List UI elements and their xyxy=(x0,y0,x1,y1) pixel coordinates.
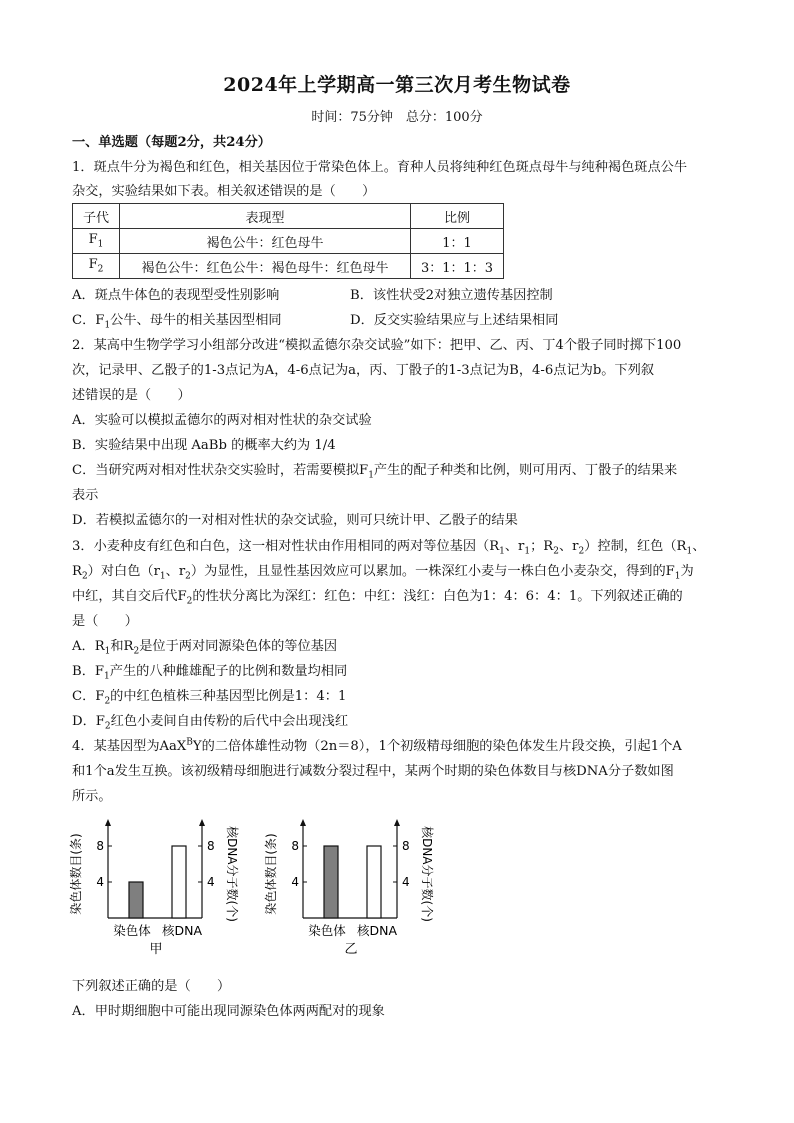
q2-option-b: B．实验结果中出现 AaBb 的概率大约为 1/4 xyxy=(72,438,336,453)
q3-option-c: C．$F_2$的中红色植株三种基因型比例是1：4：1 xyxy=(72,689,347,707)
y-tick-label-right: 4 xyxy=(402,875,410,889)
x-tick-label: 染色体 xyxy=(113,923,151,938)
q4-stem-line3: 所示。 xyxy=(72,789,112,804)
q2-option-c-cont: 表示 xyxy=(72,488,99,503)
exam-title: 2024年上学期高一第三次月考生物试卷 xyxy=(223,74,571,96)
bar-dna xyxy=(172,846,186,918)
q1-stem-line1: 1．斑点牛分为褐色和红色，相关基因位于常染色体上。育种人员将纯种红色斑点母牛与纯种褐色斑点公牛 xyxy=(72,160,688,175)
q1-option-c: C．$F_1$公牛、母牛的相关基因型相同 xyxy=(72,313,282,331)
x-tick-label: 染色体 xyxy=(308,923,346,938)
q3-stem-line1: 3．小麦种皮有红色和白色，这一相对性状由作用相同的两对等位基因（$R_1$、$r_1$；$R_2$、$r_2$）控制，红色（$R_1$、 xyxy=(72,539,706,557)
q2-option-d: D．若模拟孟德尔的一对相对性状的杂交试验，则可只统计甲、乙骰子的结果 xyxy=(72,513,518,528)
q2-stem-line2: 次，记录甲、乙骰子的1-3点记为A，4-6点记为a，丙、丁骰子的1-3点记为B，4-6点记为b。下列叙 xyxy=(72,363,655,378)
table-cell: 褐色公牛：红色母牛 xyxy=(120,229,411,254)
y-axis-label-left: 染色体数目(条) xyxy=(69,833,83,915)
table-cell: 褐色公牛：红色公牛：褐色母牛：红色母牛 xyxy=(120,254,411,279)
q1-table xyxy=(72,203,504,279)
table-cell: 1：1 xyxy=(411,229,504,254)
table-cell: $F_1$ xyxy=(73,229,120,254)
y-axis-label-right: 核DNA分子数(个) xyxy=(225,826,239,922)
q1-option-d: D．反交实验结果应与上述结果相同 xyxy=(350,313,559,328)
exam-meta: 时间：75分钟 总分：100分 xyxy=(311,110,483,125)
y-tick-label-right: 8 xyxy=(207,839,215,853)
chart-title: 甲 xyxy=(149,942,163,957)
axis-arrow xyxy=(199,819,205,826)
q4-stem-line2: 和1个a发生互换。该初级精母细胞进行减数分裂过程中，某两个时期的染色体数目与核DNA分子数如图 xyxy=(72,764,674,779)
q2-option-a: A．实验可以模拟孟德尔的两对相对性状的杂交试验 xyxy=(72,413,372,428)
bar-chromosome xyxy=(324,846,338,918)
q1-option-a: A．斑点牛体色的表现型受性别影响 xyxy=(72,288,280,303)
table-cell: $F_2$ xyxy=(73,254,120,279)
chart-title: 乙 xyxy=(344,942,358,957)
bar-chromosome xyxy=(129,882,143,918)
y-tick-label-left: 8 xyxy=(96,839,104,853)
q3-stem-line2: $R_2$）对白色（$r_1$、$r_2$）为显性，且显性基因效应可以累加。一株深红小麦与一株白色小麦杂交，得到的$F_1$为 xyxy=(72,564,694,582)
x-tick-label: 核DNA xyxy=(356,923,398,938)
bar-dna xyxy=(367,846,381,918)
q4-prompt: 下列叙述正确的是（ ） xyxy=(72,979,231,994)
q1-option-b: B．该性状受2对独立遗传基因控制 xyxy=(350,288,553,303)
q3-stem-line4: 是（ ） xyxy=(72,614,138,629)
y-tick-label-left: 4 xyxy=(96,875,104,889)
q2-stem-line3: 述错误的是（ ） xyxy=(72,388,191,403)
table-header-cell: 表现型 xyxy=(120,204,411,229)
axis-arrow xyxy=(394,819,400,826)
section-heading: 一、单选题（每题2分，共24分） xyxy=(72,135,271,150)
axis-arrow xyxy=(105,819,111,826)
y-tick-label-right: 8 xyxy=(402,839,410,853)
table-cell: 3：1：1：3 xyxy=(411,254,504,279)
y-axis-label-left: 染色体数目(条) xyxy=(264,833,278,915)
table-header-cell: 子代 xyxy=(73,204,120,229)
x-tick-label: 核DNA xyxy=(161,923,203,938)
y-tick-label-left: 8 xyxy=(291,839,299,853)
y-axis-label-right: 核DNA分子数(个) xyxy=(420,826,434,922)
q3-option-a: A．$R_1$和$R_2$是位于两对同源染色体的等位基因 xyxy=(72,639,338,657)
table-header-row xyxy=(73,204,504,229)
table-row xyxy=(73,254,504,279)
axis-arrow xyxy=(300,819,306,826)
q1-stem-line2: 杂交，实验结果如下表。相关叙述错误的是（ ） xyxy=(72,184,376,199)
table-header-cell: 比例 xyxy=(411,204,504,229)
q2-option-c: C．当研究两对相对性状杂交实验时，若需要模拟$F_1$产生的配子种类和比例，则可用丙、丁骰子的结果来 xyxy=(72,463,678,481)
q2-stem-line1: 2．某高中生物学学习小组部分改进“模拟孟德尔杂交试验”如下：把甲、乙、丙、丁4个骰子同时掷下100 xyxy=(72,338,682,353)
table-row xyxy=(73,229,504,254)
q4-stem-line1: 4．某基因型为AaX$^B$Y的二倍体雄性动物（2n＝8），1个初级精母细胞的染色体发生片段交换，引起1个A xyxy=(72,737,682,754)
q3-stem-line3: 中红，其自交后代$F_2$的性状分离比为深红：红色：中红：浅红：白色为1：4：6：4：1。下列叙述正确的 xyxy=(72,589,683,607)
y-tick-label-right: 4 xyxy=(207,875,215,889)
y-tick-label-left: 4 xyxy=(291,875,299,889)
q3-option-b: B．$F_1$产生的八种雌雄配子的比例和数量均相同 xyxy=(72,664,348,682)
q4-figure xyxy=(60,808,460,968)
q3-option-d: D．$F_2$红色小麦间自由传粉的后代中会出现浅红 xyxy=(72,714,349,732)
q4-option-a: A．甲时期细胞中可能出现同源染色体两两配对的现象 xyxy=(72,1004,385,1019)
